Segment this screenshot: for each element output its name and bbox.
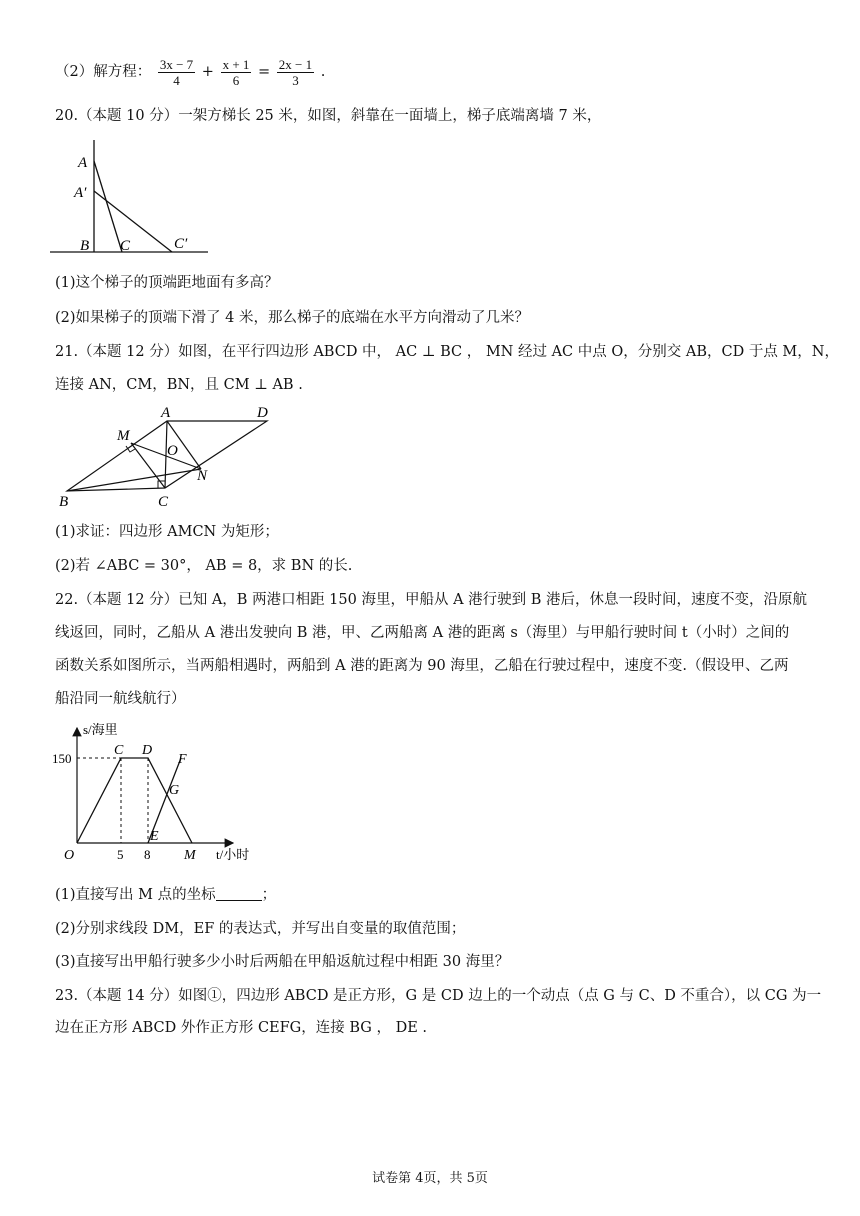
pg-label-o: O — [167, 443, 178, 459]
ladder-label-b: B — [80, 238, 90, 254]
answer-blank[interactable] — [216, 886, 262, 901]
page-footer: 试卷第 4页，共 5页 — [372, 1171, 488, 1186]
q21-stem-line2: 连接 AN，CM，BN，且 CM ⊥ AB . — [55, 377, 303, 393]
fraction-3: $\frac{2x - 1}{3}$ — [278, 56, 313, 88]
pg-label-c: C — [158, 494, 169, 510]
q22-part2: (2)分别求线段 DM，EF 的表达式，并写出自变量的取值范围； — [55, 921, 466, 937]
graph-origin: O — [64, 848, 75, 863]
graph-ylabel: s/海里 — [83, 722, 118, 737]
graph-e: E — [150, 829, 159, 844]
graph-m: M — [184, 848, 196, 863]
q22-stem-line2: 线返回，同时，乙船从 A 港出发驶向 B 港，甲、乙两船离 A 港的距离 s（海里）与甲船行驶时间 t（小时）之间的 — [55, 625, 790, 641]
graph-y150: 150 — [52, 751, 72, 766]
ship-graph-figure — [50, 718, 270, 866]
q22-stem-line1: 22.（本题 12 分）已知 A，B 两港口相距 150 海里，甲船从 A 港行驶到 B 港后，休息一段时间，速度不变，沿原航 — [55, 592, 808, 608]
graph-x5: 5 — [117, 847, 124, 862]
q22-stem-line4: 船沿同一航线航行） — [55, 691, 186, 707]
graph-x8: 8 — [144, 847, 151, 862]
graph-g: G — [169, 783, 180, 798]
q21-part2: (2)若 ∠ABC = 30°， AB = 8，求 BN 的长. — [55, 558, 353, 574]
q19-prefix: （2）解方程： — [55, 64, 152, 80]
fraction-2: $\frac{x + 1}{6}$ — [222, 56, 250, 88]
ladder-label-c: C — [120, 238, 131, 254]
q23-stem-line2: 边在正方形 ABCD 外作正方形 CEFG，连接 BG ， DE . — [55, 1020, 428, 1036]
pg-label-n: N — [197, 468, 208, 484]
ladder-label-c-prime: C′ — [174, 236, 188, 252]
pg-label-m: M — [117, 428, 130, 444]
q22-stem-line3: 函数关系如图所示，当两船相遇时，两船到 A 港的距离为 90 海里，乙船在行驶过程中，速度不变.（假设甲、乙两 — [55, 658, 789, 674]
graph-c: C — [114, 743, 124, 758]
q19-part2: （2）解方程： $\frac{3x - 7}{4}$ + $\frac{x + 1}{6}$ = $\frac{2x - 1}{3}$ . — [55, 56, 326, 88]
q20-part1: (1)这个梯子的顶端距地面有多高？ — [55, 275, 279, 291]
q21-stem-line1: 21.（本题 12 分）如图，在平行四边形 ABCD 中， AC ⊥ BC ， MN 经过 AC 中点 O，分别交 AB，CD 于点 M，N， — [55, 344, 839, 360]
q21-part1: (1)求证：四边形 AMCN 为矩形； — [55, 524, 279, 540]
fraction-1: $\frac{3x - 7}{4}$ — [159, 56, 194, 88]
q22-part3: (3)直接写出甲船行驶多少小时后两船在甲船返航过程中相距 30 海里？ — [55, 954, 510, 970]
graph-d: D — [142, 743, 153, 758]
ladder-figure — [50, 135, 210, 255]
q23-stem-line1: 23.（本题 14 分）如图①，四边形 ABCD 是正方形，G 是 CD 边上的一个动点（点 G 与 C、D 不重合），以 CG 为一 — [55, 988, 822, 1004]
pg-label-d: D — [257, 405, 268, 421]
pg-label-b: B — [59, 494, 69, 510]
ladder-label-a: A — [78, 155, 88, 171]
graph-xlabel: t/小时 — [216, 847, 250, 862]
graph-f: F — [178, 752, 187, 767]
q20-part2: (2)如果梯子的顶端下滑了 4 米，那么梯子的底端在水平方向滑动了几米？ — [55, 310, 529, 326]
ladder-label-a-prime: A′ — [74, 185, 87, 201]
parallelogram-figure — [55, 400, 285, 512]
q22-part1: (1)直接写出 M 点的坐标 ； — [55, 887, 277, 903]
q20-stem: 20.（本题 10 分）一架方梯长 25 米，如图，斜靠在一面墙上，梯子底端离墙 7 米， — [55, 108, 602, 124]
pg-label-a: A — [161, 405, 171, 421]
